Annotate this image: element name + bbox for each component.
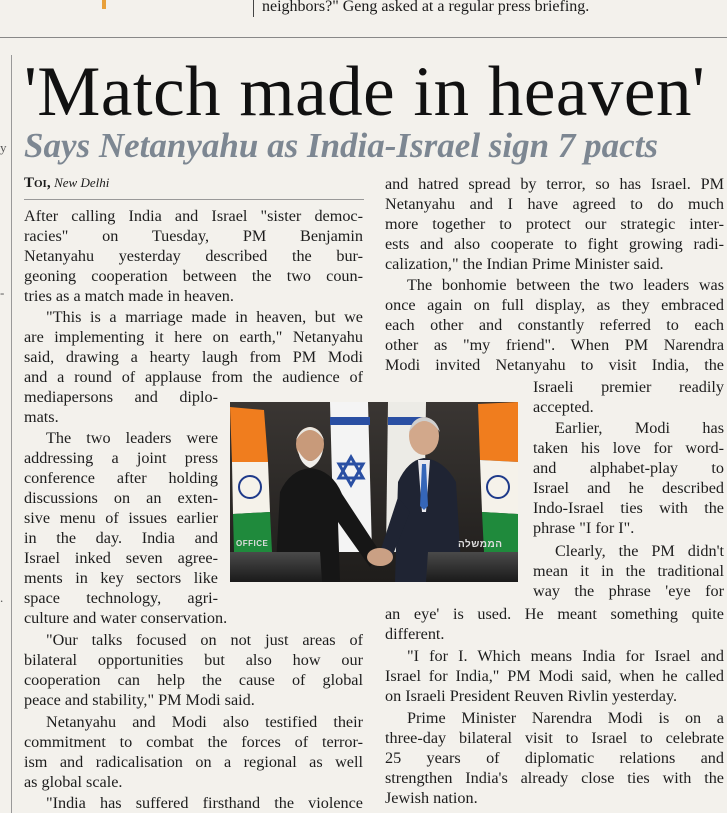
article-line: peace and stability," PM Modi said.	[24, 691, 255, 709]
article-line: mediapersons and diplo-	[24, 388, 218, 406]
podium-left-label: OFFICE	[236, 539, 269, 548]
article-line: an eye' is used. He meant something quite	[385, 605, 724, 623]
article-line: Israeli premier readily	[533, 378, 724, 396]
article-line: racies" on Tuesday, PM Benjamin	[24, 227, 363, 245]
article-line: are implementing it here on earth," Netanyahu	[24, 328, 363, 346]
article-line: as global scale.	[24, 773, 123, 791]
column-divider	[253, 0, 254, 17]
article-line: mean it in the traditional	[533, 562, 724, 580]
article-line: phrase "I for I".	[533, 519, 635, 537]
podium-right-label: הממשלה	[458, 539, 503, 550]
article-line: Netanyahu yesterday described the bur-	[24, 247, 363, 265]
article-line: Earlier, Modi has	[555, 419, 724, 437]
article-line: ests and also cooperate to fight growing radi-	[385, 235, 724, 253]
article-line: culture and water conservation.	[24, 609, 228, 627]
article-line: 25 years of diplomatic relations and	[385, 749, 724, 767]
headline: 'Match made in heaven'	[24, 53, 706, 131]
handshake-illustration	[230, 402, 518, 582]
article-line: addressing a joint press	[24, 449, 218, 467]
left-column-rule	[11, 55, 12, 813]
accent-mark	[102, 0, 106, 9]
article-line: more together to protect our strategic inter-	[385, 215, 724, 233]
edge-fragment: y	[0, 140, 7, 155]
article-line: sive menu of issues earlier	[24, 509, 218, 527]
article-line: and a round of applause from the audience of	[24, 368, 363, 386]
article-line: Netanyahu and Modi also testified their	[46, 713, 363, 731]
article-line: calization," the Indian Prime Minister said.	[385, 255, 664, 273]
article-line: space technology, agri-	[24, 589, 218, 607]
article-line: Modi invited Netanyahu to visit India, the	[385, 356, 724, 374]
article-line: and hatred spread by terror, so has Israel. PM	[385, 175, 724, 193]
article-line: Clearly, the PM didn't	[555, 542, 724, 560]
article-line: Jewish nation.	[385, 789, 478, 807]
article-line: Israel for India," PM Modi said, when he called	[385, 667, 724, 685]
article-line: in the day. India and	[24, 529, 218, 547]
article-line: taken his love for word-	[533, 439, 724, 457]
news-photo	[230, 402, 518, 582]
article-line: Indo-Israel ties with the	[533, 499, 724, 517]
article-line: each other and constantly referred to each	[385, 316, 724, 334]
article-line: "India has suffered firsthand the violence	[46, 794, 363, 812]
previous-article-strip	[0, 0, 727, 22]
article-line: once again on full display, as they embraced	[385, 296, 724, 314]
article-line: ments in key sectors like	[24, 569, 218, 587]
article-line: strengthen India's already close ties with the	[385, 769, 724, 787]
article-line: Prime Minister Narendra Modi is on a	[407, 709, 724, 727]
article-line: geoning cooperation between the two coun-	[24, 267, 363, 285]
article-line: ism and radicalisation on a regional as well	[24, 753, 363, 771]
edge-fragment: .	[0, 590, 4, 605]
byline-rule	[24, 199, 364, 200]
article-line: and alphabet-play to	[533, 459, 724, 477]
edge-fragment: -	[0, 285, 5, 300]
article-line: bilateral opportunities but also how our	[24, 651, 363, 669]
handshake	[367, 548, 393, 566]
article-line: three-day bilateral visit to Israel to celebrate	[385, 729, 724, 747]
india-flag-right	[478, 402, 518, 552]
article-line: tries as a match made in heaven.	[24, 287, 234, 305]
article-line: "Our talks focused on not just areas of	[46, 631, 363, 649]
article-line: conference after holding	[24, 469, 218, 487]
byline-source: Toi,	[24, 175, 51, 191]
article-line: After calling India and Israel "sister democ-	[24, 207, 363, 225]
previous-article-text: neighbors?" Geng asked at a regular press briefing.	[262, 0, 590, 15]
article-line: The two leaders were	[46, 429, 218, 447]
article-line: "I for I. Which means India for Israel and	[407, 647, 724, 665]
article-line: way the phrase 'eye for	[533, 582, 724, 600]
article-line: Israel inked seven agree-	[24, 549, 218, 567]
article-line: "This is a marriage made in heaven, but we	[46, 308, 363, 326]
article-line: commitment to combat the forces of terror-	[24, 733, 363, 751]
article-line: mats.	[24, 408, 59, 426]
article-line: said, drawing a hearty laugh from PM Modi	[24, 348, 363, 366]
article-line: on Israeli President Reuven Rivlin yesterday.	[385, 687, 678, 705]
article-line: Netanyahu and I have agreed to do much	[385, 195, 724, 213]
article-line: discussions on an exten-	[24, 489, 218, 507]
article-line: different.	[385, 625, 445, 643]
article-line: other as "my friend". When PM Narendra	[385, 336, 724, 354]
byline	[24, 174, 109, 193]
article-line: accepted.	[533, 398, 594, 416]
subheadline: Says Netanyahu as India-Israel sign 7 pacts	[24, 126, 658, 165]
article-line: The bonhomie between the two leaders was	[407, 276, 724, 294]
article-line: cooperation can help the cause of global	[24, 671, 363, 689]
section-divider	[0, 37, 727, 38]
byline-location: New Delhi	[54, 175, 110, 190]
article-line: Israel and he described	[533, 479, 724, 497]
